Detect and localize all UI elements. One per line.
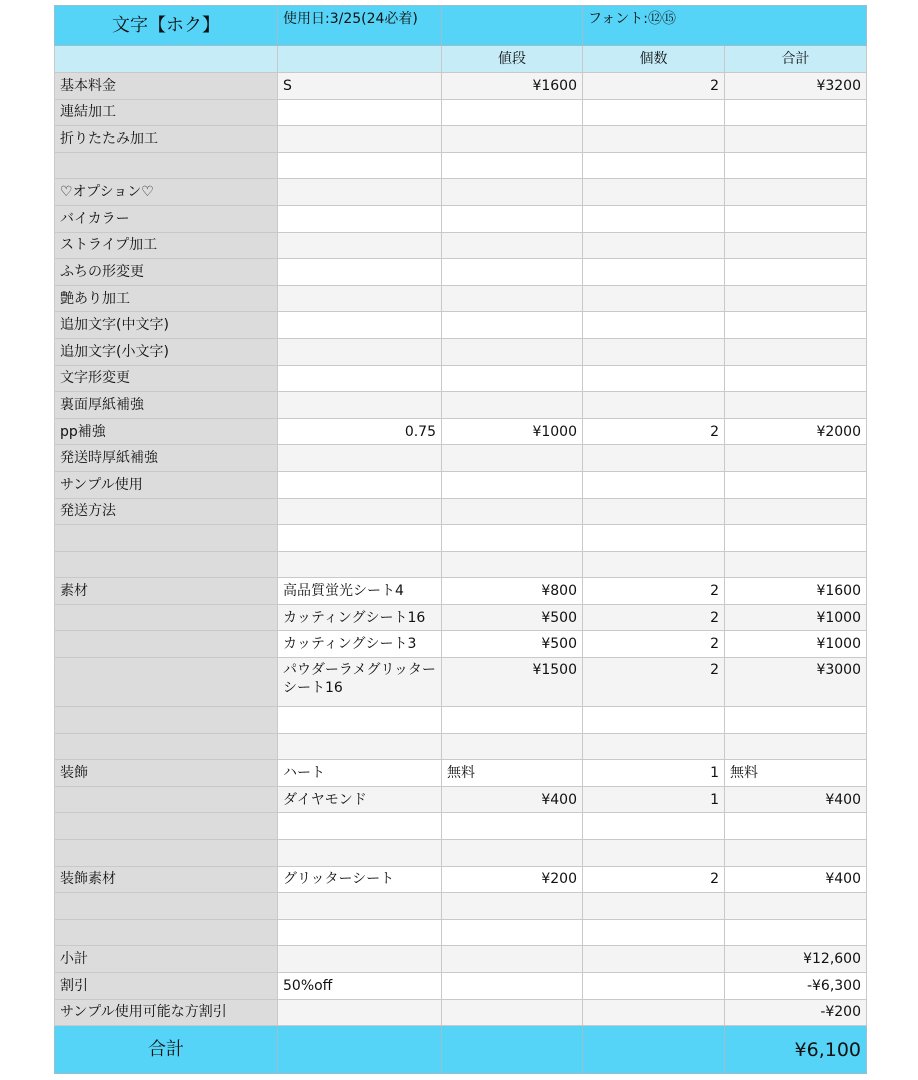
row-qty bbox=[583, 338, 725, 365]
column-header-price: 値段 bbox=[442, 46, 583, 73]
row-label: 追加文字(中文字) bbox=[55, 312, 278, 339]
row-total bbox=[725, 152, 867, 179]
total-empty-3 bbox=[583, 1026, 725, 1074]
price-sheet-table bbox=[54, 5, 867, 1074]
row-total bbox=[725, 813, 867, 840]
row-price bbox=[442, 946, 583, 973]
row-item: カッティングシート16 bbox=[278, 604, 442, 631]
row-item bbox=[278, 919, 442, 946]
row-label bbox=[55, 152, 278, 179]
row-total: 無料 bbox=[725, 760, 867, 787]
row-total: ¥1000 bbox=[725, 604, 867, 631]
row-qty bbox=[583, 179, 725, 206]
table-row bbox=[55, 205, 867, 232]
row-label: 艶あり加工 bbox=[55, 285, 278, 312]
row-item bbox=[278, 205, 442, 232]
row-price bbox=[442, 285, 583, 312]
row-item bbox=[278, 126, 442, 153]
row-price bbox=[442, 813, 583, 840]
row-price bbox=[442, 232, 583, 259]
row-item: カッティングシート3 bbox=[278, 631, 442, 658]
row-qty bbox=[583, 232, 725, 259]
row-qty bbox=[583, 999, 725, 1026]
table-row bbox=[55, 152, 867, 179]
row-total bbox=[725, 232, 867, 259]
row-price: ¥1000 bbox=[442, 418, 583, 445]
row-label: ストライプ加工 bbox=[55, 232, 278, 259]
row-item bbox=[278, 840, 442, 867]
table-row bbox=[55, 760, 867, 787]
row-qty: 2 bbox=[583, 418, 725, 445]
row-item bbox=[278, 99, 442, 126]
row-qty: 2 bbox=[583, 73, 725, 100]
use-date: 使用日:3/25(24必着) bbox=[278, 6, 442, 46]
row-item bbox=[278, 525, 442, 552]
row-total bbox=[725, 205, 867, 232]
table-row bbox=[55, 259, 867, 286]
table-row bbox=[55, 733, 867, 760]
row-item: グリッターシート bbox=[278, 866, 442, 893]
total-value: ¥6,100 bbox=[725, 1026, 867, 1074]
table-row bbox=[55, 392, 867, 419]
table-row bbox=[55, 179, 867, 206]
row-total bbox=[725, 707, 867, 734]
row-item bbox=[278, 733, 442, 760]
row-label: 装飾素材 bbox=[55, 866, 278, 893]
row-price: ¥1500 bbox=[442, 658, 583, 707]
row-total bbox=[725, 525, 867, 552]
row-total bbox=[725, 338, 867, 365]
row-qty bbox=[583, 707, 725, 734]
row-label bbox=[55, 840, 278, 867]
table-row bbox=[55, 471, 867, 498]
row-item: 0.75 bbox=[278, 418, 442, 445]
row-label: サンプル使用 bbox=[55, 471, 278, 498]
total-empty-2 bbox=[442, 1026, 583, 1074]
row-label bbox=[55, 813, 278, 840]
table-row bbox=[55, 707, 867, 734]
row-item bbox=[278, 471, 442, 498]
row-label: 素材 bbox=[55, 578, 278, 605]
sheet-title: 文字【ホク】 bbox=[55, 6, 278, 46]
row-label bbox=[55, 733, 278, 760]
row-label: 装飾 bbox=[55, 760, 278, 787]
row-price: ¥800 bbox=[442, 578, 583, 605]
row-qty: 2 bbox=[583, 866, 725, 893]
row-total bbox=[725, 179, 867, 206]
table-row bbox=[55, 551, 867, 578]
row-total: ¥3000 bbox=[725, 658, 867, 707]
row-item bbox=[278, 498, 442, 525]
table-row bbox=[55, 946, 867, 973]
table-row bbox=[55, 813, 867, 840]
row-item: 50%off bbox=[278, 973, 442, 1000]
row-price bbox=[442, 893, 583, 920]
row-qty bbox=[583, 551, 725, 578]
row-item: ハート bbox=[278, 760, 442, 787]
row-price bbox=[442, 733, 583, 760]
row-price bbox=[442, 471, 583, 498]
row-label: バイカラー bbox=[55, 205, 278, 232]
row-price bbox=[442, 126, 583, 153]
row-total bbox=[725, 285, 867, 312]
row-label bbox=[55, 707, 278, 734]
row-total bbox=[725, 893, 867, 920]
table-row bbox=[55, 365, 867, 392]
row-qty bbox=[583, 946, 725, 973]
row-total: ¥12,600 bbox=[725, 946, 867, 973]
row-label: 追加文字(小文字) bbox=[55, 338, 278, 365]
row-item bbox=[278, 338, 442, 365]
row-total: -¥6,300 bbox=[725, 973, 867, 1000]
row-qty bbox=[583, 525, 725, 552]
row-total bbox=[725, 126, 867, 153]
table-row bbox=[55, 312, 867, 339]
row-item bbox=[278, 893, 442, 920]
row-price bbox=[442, 205, 583, 232]
row-qty bbox=[583, 365, 725, 392]
header-row bbox=[55, 6, 867, 46]
row-price bbox=[442, 707, 583, 734]
total-row bbox=[55, 1026, 867, 1074]
row-item bbox=[278, 999, 442, 1026]
total-label: 合計 bbox=[55, 1026, 278, 1074]
row-total bbox=[725, 919, 867, 946]
row-price: ¥500 bbox=[442, 631, 583, 658]
row-total bbox=[725, 312, 867, 339]
row-qty bbox=[583, 919, 725, 946]
row-price bbox=[442, 259, 583, 286]
row-item bbox=[278, 365, 442, 392]
row-price bbox=[442, 392, 583, 419]
table-row bbox=[55, 525, 867, 552]
row-price: 無料 bbox=[442, 760, 583, 787]
row-price bbox=[442, 973, 583, 1000]
row-item bbox=[278, 707, 442, 734]
table-row bbox=[55, 866, 867, 893]
row-label: 文字形変更 bbox=[55, 365, 278, 392]
row-item bbox=[278, 813, 442, 840]
row-price bbox=[442, 445, 583, 472]
row-total: ¥400 bbox=[725, 866, 867, 893]
row-qty bbox=[583, 392, 725, 419]
table-row bbox=[55, 631, 867, 658]
row-item bbox=[278, 259, 442, 286]
row-price bbox=[442, 919, 583, 946]
row-price: ¥1600 bbox=[442, 73, 583, 100]
row-qty bbox=[583, 259, 725, 286]
table-row bbox=[55, 126, 867, 153]
row-item bbox=[278, 152, 442, 179]
row-total bbox=[725, 551, 867, 578]
row-total: ¥1000 bbox=[725, 631, 867, 658]
row-total bbox=[725, 471, 867, 498]
row-label: 裏面厚紙補強 bbox=[55, 392, 278, 419]
row-item bbox=[278, 179, 442, 206]
table-row bbox=[55, 658, 867, 707]
column-header-total: 合計 bbox=[725, 46, 867, 73]
row-item bbox=[278, 392, 442, 419]
row-price bbox=[442, 312, 583, 339]
row-total bbox=[725, 445, 867, 472]
row-qty bbox=[583, 312, 725, 339]
column-header-item bbox=[278, 46, 442, 73]
row-qty bbox=[583, 285, 725, 312]
row-label: 発送時厚紙補強 bbox=[55, 445, 278, 472]
row-qty bbox=[583, 840, 725, 867]
row-total bbox=[725, 99, 867, 126]
row-qty bbox=[583, 152, 725, 179]
row-qty: 1 bbox=[583, 760, 725, 787]
row-label: サンプル使用可能な方割引 bbox=[55, 999, 278, 1026]
row-label: 連結加工 bbox=[55, 99, 278, 126]
row-price bbox=[442, 365, 583, 392]
row-item bbox=[278, 445, 442, 472]
row-label bbox=[55, 604, 278, 631]
row-qty: 1 bbox=[583, 786, 725, 813]
table-row bbox=[55, 418, 867, 445]
row-qty bbox=[583, 99, 725, 126]
row-item bbox=[278, 551, 442, 578]
row-label bbox=[55, 786, 278, 813]
row-qty: 2 bbox=[583, 604, 725, 631]
row-item bbox=[278, 285, 442, 312]
row-qty bbox=[583, 126, 725, 153]
column-header-qty: 個数 bbox=[583, 46, 725, 73]
row-label: 折りたたみ加工 bbox=[55, 126, 278, 153]
row-price bbox=[442, 152, 583, 179]
row-qty bbox=[583, 205, 725, 232]
row-qty bbox=[583, 973, 725, 1000]
row-item: パウダーラメグリッターシート16 bbox=[278, 658, 442, 707]
row-qty bbox=[583, 445, 725, 472]
row-total bbox=[725, 498, 867, 525]
column-header-label bbox=[55, 46, 278, 73]
table-row bbox=[55, 999, 867, 1026]
table-row bbox=[55, 445, 867, 472]
row-item: S bbox=[278, 73, 442, 100]
row-label: 割引 bbox=[55, 973, 278, 1000]
table-row bbox=[55, 919, 867, 946]
table-row bbox=[55, 99, 867, 126]
row-label: 発送方法 bbox=[55, 498, 278, 525]
row-price bbox=[442, 99, 583, 126]
row-price: ¥400 bbox=[442, 786, 583, 813]
row-total bbox=[725, 392, 867, 419]
row-total: ¥2000 bbox=[725, 418, 867, 445]
total-empty-1 bbox=[278, 1026, 442, 1074]
row-label bbox=[55, 658, 278, 707]
row-label: 基本料金 bbox=[55, 73, 278, 100]
row-total bbox=[725, 840, 867, 867]
row-total bbox=[725, 259, 867, 286]
row-qty: 2 bbox=[583, 658, 725, 707]
row-label bbox=[55, 551, 278, 578]
row-price bbox=[442, 999, 583, 1026]
row-label: ♡オプション♡ bbox=[55, 179, 278, 206]
row-label bbox=[55, 525, 278, 552]
row-price: ¥200 bbox=[442, 866, 583, 893]
row-label: pp補強 bbox=[55, 418, 278, 445]
row-qty bbox=[583, 733, 725, 760]
header-empty bbox=[442, 6, 583, 46]
table-row bbox=[55, 498, 867, 525]
row-total bbox=[725, 733, 867, 760]
row-total: ¥400 bbox=[725, 786, 867, 813]
row-total: ¥1600 bbox=[725, 578, 867, 605]
row-qty bbox=[583, 893, 725, 920]
table-row bbox=[55, 973, 867, 1000]
row-qty: 2 bbox=[583, 578, 725, 605]
row-price bbox=[442, 525, 583, 552]
table-row bbox=[55, 338, 867, 365]
row-label: 小計 bbox=[55, 946, 278, 973]
row-price bbox=[442, 338, 583, 365]
table-row bbox=[55, 604, 867, 631]
font-info: フォント:⑫⑮ bbox=[583, 6, 867, 46]
table-row bbox=[55, 73, 867, 100]
row-qty bbox=[583, 813, 725, 840]
table-row bbox=[55, 840, 867, 867]
row-item: 高品質蛍光シート4 bbox=[278, 578, 442, 605]
row-total bbox=[725, 365, 867, 392]
row-total: ¥3200 bbox=[725, 73, 867, 100]
row-total: -¥200 bbox=[725, 999, 867, 1026]
table-row bbox=[55, 232, 867, 259]
table-row bbox=[55, 285, 867, 312]
table-row bbox=[55, 893, 867, 920]
row-qty bbox=[583, 498, 725, 525]
row-label bbox=[55, 631, 278, 658]
row-price bbox=[442, 179, 583, 206]
row-label bbox=[55, 893, 278, 920]
row-price bbox=[442, 840, 583, 867]
row-item bbox=[278, 946, 442, 973]
row-price bbox=[442, 498, 583, 525]
row-item bbox=[278, 232, 442, 259]
row-price bbox=[442, 551, 583, 578]
column-header-row bbox=[55, 46, 867, 73]
table-row bbox=[55, 786, 867, 813]
row-item: ダイヤモンド bbox=[278, 786, 442, 813]
row-qty bbox=[583, 471, 725, 498]
table-row bbox=[55, 578, 867, 605]
row-label bbox=[55, 919, 278, 946]
row-qty: 2 bbox=[583, 631, 725, 658]
row-price: ¥500 bbox=[442, 604, 583, 631]
row-item bbox=[278, 312, 442, 339]
row-label: ふちの形変更 bbox=[55, 259, 278, 286]
